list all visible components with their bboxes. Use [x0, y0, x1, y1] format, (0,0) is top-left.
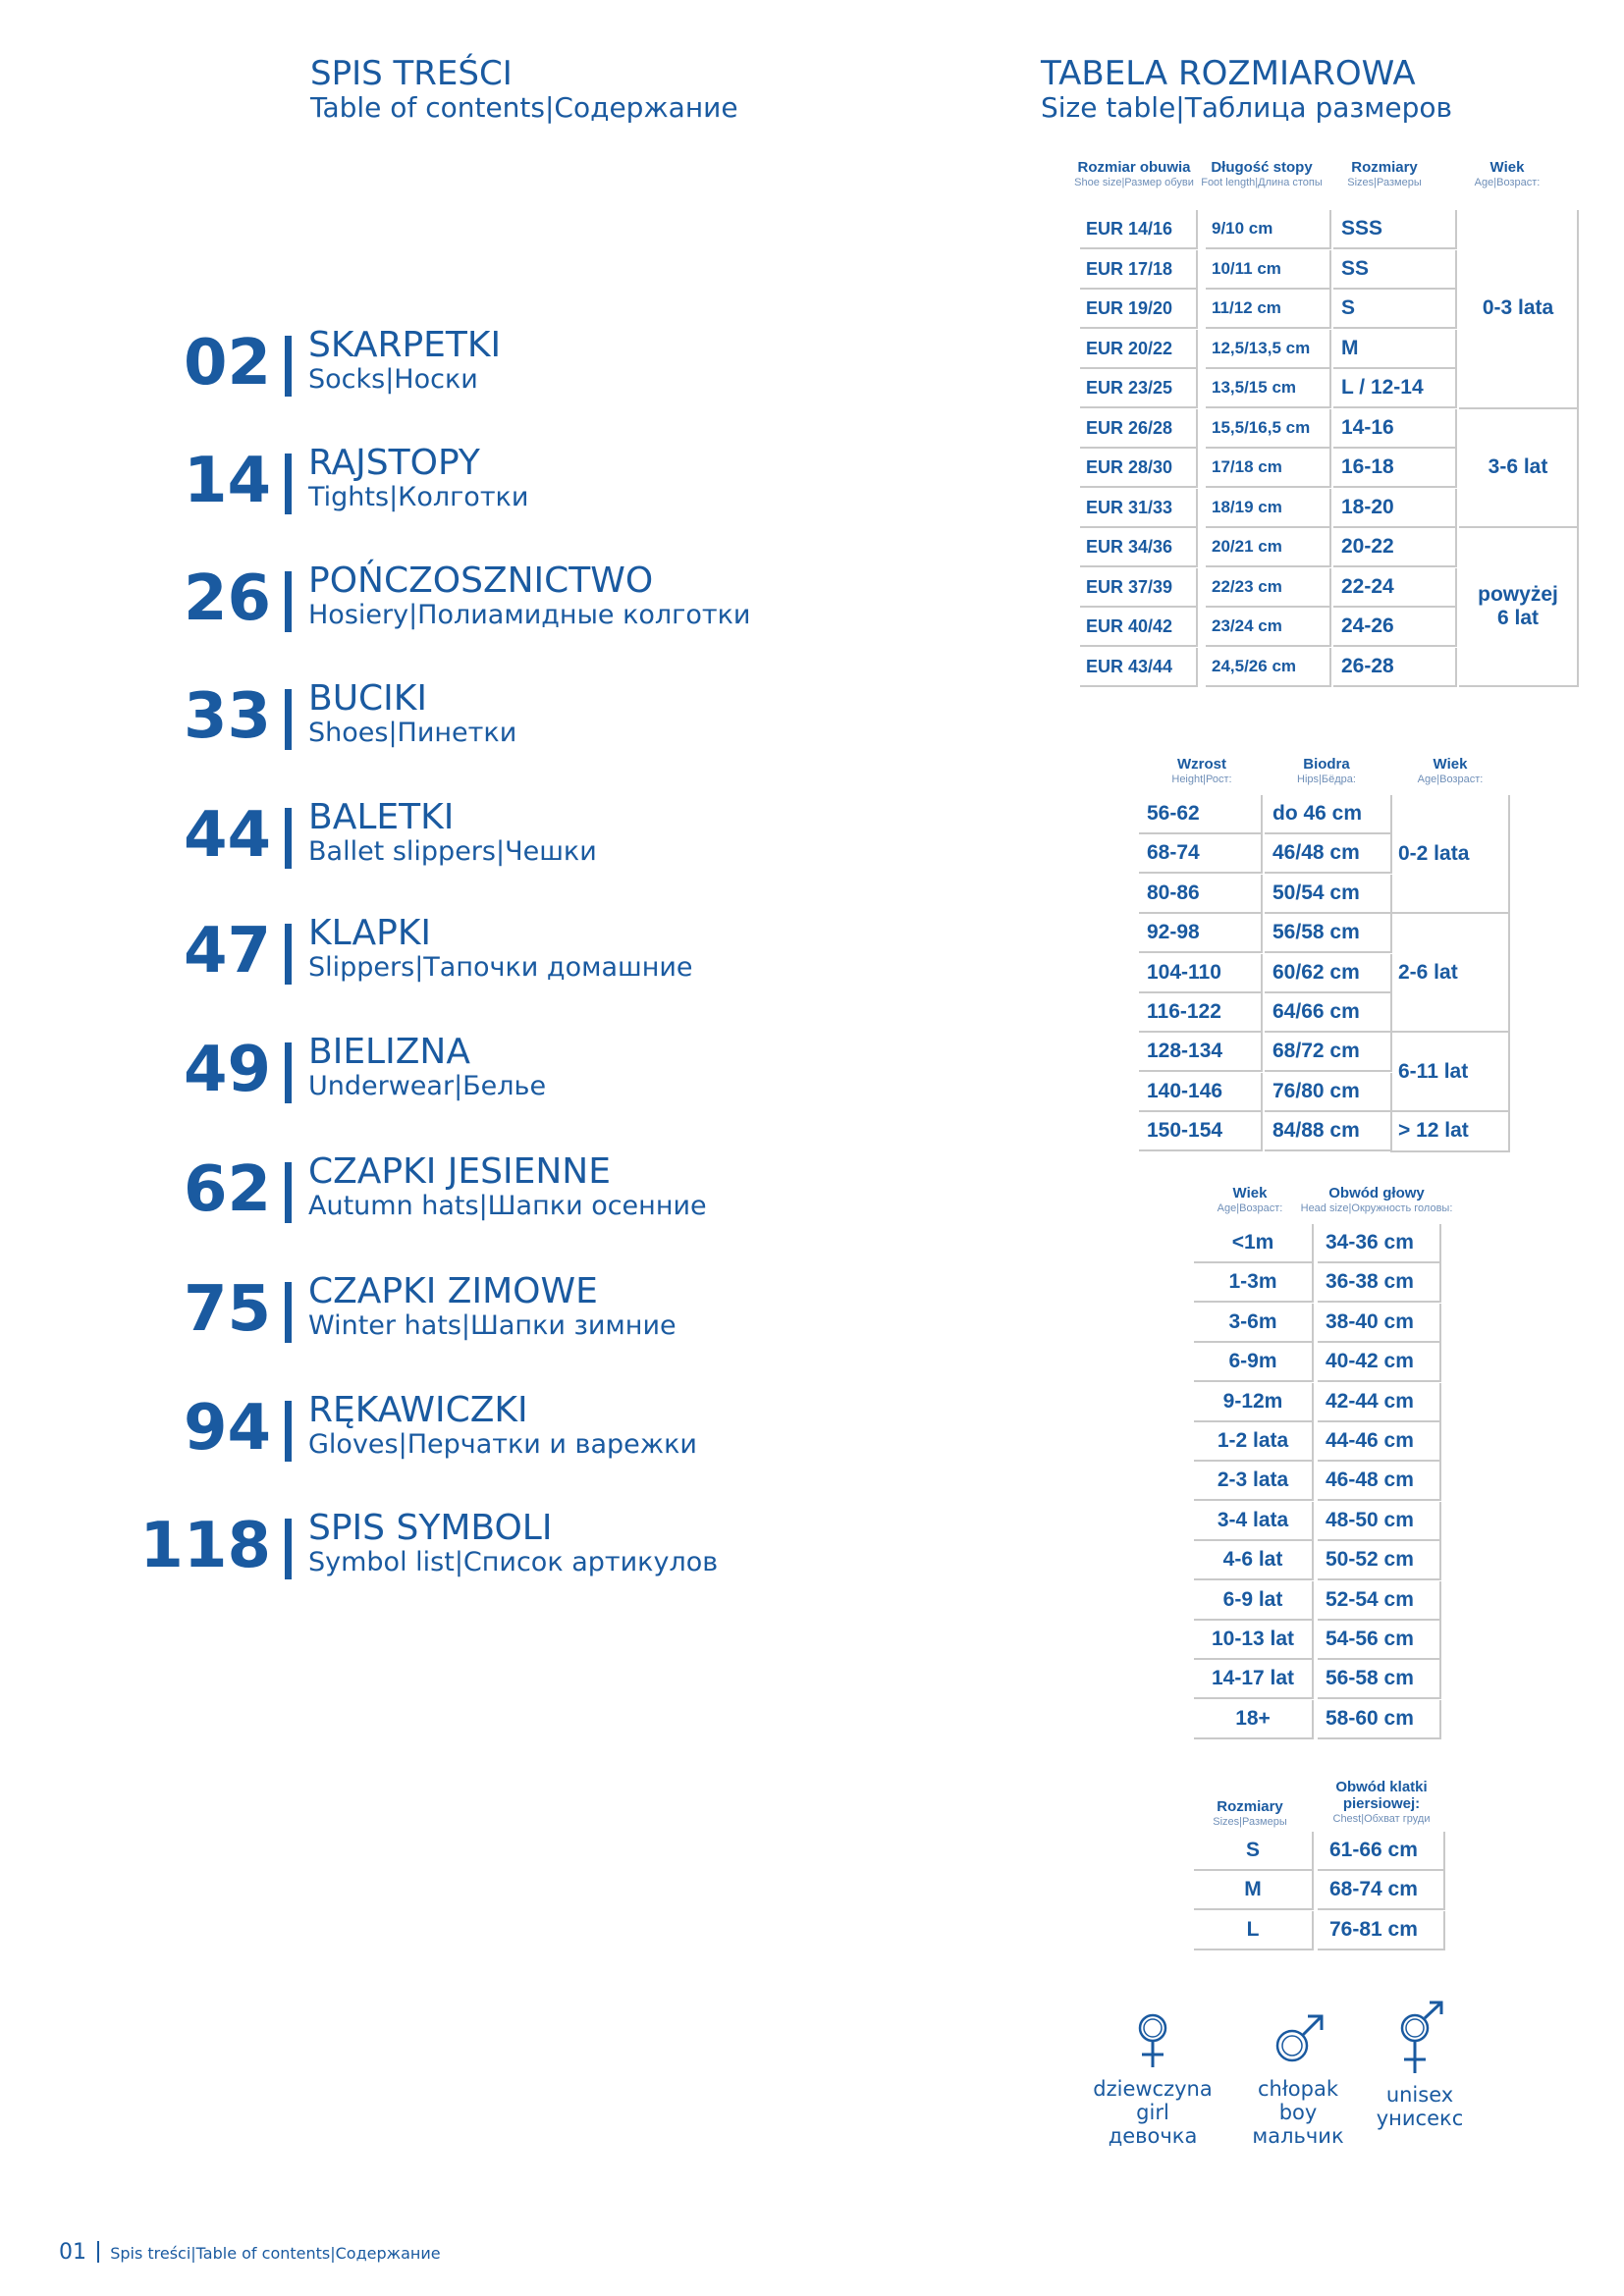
- toc-subtitle: Slippers|Тапочки домашние: [308, 952, 693, 983]
- table-header-label: Obwód głowy: [1328, 1185, 1425, 1201]
- age-group-cell: 2-6 lat: [1390, 914, 1510, 1033]
- toc-item: [0, 324, 785, 402]
- table-header-label: Biodra: [1303, 756, 1350, 773]
- table-cell: do 46 cm: [1265, 795, 1392, 834]
- size-header-subtitle: Size table|Таблица размеров: [1041, 91, 1453, 124]
- toc-title: BIELIZNA: [308, 1032, 470, 1072]
- table-row: [1135, 954, 1400, 993]
- table-cell: 40-42 cm: [1318, 1343, 1441, 1382]
- table-cell: 42-44 cm: [1318, 1383, 1441, 1422]
- table-cell: EUR 20/22: [1080, 330, 1198, 369]
- table-cell: EUR 34/36: [1080, 528, 1198, 567]
- table-cell: 76/80 cm: [1265, 1073, 1392, 1112]
- table-cell: 20-22: [1333, 528, 1457, 567]
- table-cell: 1-2 lata: [1194, 1422, 1314, 1462]
- table-cell: 61-66 cm: [1318, 1832, 1445, 1871]
- toc-subtitle: Autumn hats|Шапки осенние: [308, 1191, 707, 1221]
- table-header-label: Rozmiar obuwia: [1077, 159, 1191, 176]
- table-cell: 12,5/13,5 cm: [1206, 330, 1331, 369]
- toc-item: [0, 1031, 785, 1109]
- unisex-icon: [1346, 1999, 1493, 2077]
- toc-divider: [285, 1519, 292, 1579]
- table-cell: 80-86: [1139, 875, 1263, 914]
- table-row: [1190, 1581, 1445, 1621]
- age-group-cell: 0-2 lata: [1390, 795, 1510, 914]
- toc-divider: [285, 1282, 292, 1343]
- toc-subtitle: Ballet slippers|Чешки: [308, 836, 597, 867]
- chest-size-table: [1190, 1779, 1445, 1955]
- table-cell: EUR 43/44: [1080, 648, 1198, 687]
- table-cell: L / 12-14: [1333, 369, 1457, 408]
- table-cell: 48-50 cm: [1318, 1502, 1441, 1541]
- table-row: [1190, 1832, 1445, 1871]
- page-number: 01: [59, 2240, 86, 2265]
- table-cell: EUR 19/20: [1080, 290, 1198, 329]
- table-row: [1190, 1224, 1445, 1263]
- table-cell: L: [1194, 1911, 1314, 1950]
- toc-item: [0, 677, 785, 756]
- toc-page-number: 49: [183, 1034, 271, 1106]
- table-header: [1263, 756, 1390, 786]
- shoe-size-table: [1070, 159, 1581, 689]
- table-cell: 18+: [1194, 1700, 1314, 1739]
- age-group-label: 6 lat: [1496, 607, 1540, 629]
- table-header: [1190, 1185, 1310, 1215]
- gender-symbol-label: unisex: [1385, 2083, 1454, 2107]
- size-header-title: TABELA ROZMIAROWA: [1041, 54, 1416, 93]
- table-cell: 34-36 cm: [1318, 1224, 1441, 1263]
- table-cell: EUR 37/39: [1080, 568, 1198, 608]
- table-cell: S: [1333, 290, 1457, 329]
- table-cell: EUR 28/30: [1080, 449, 1198, 488]
- table-cell: 16-18: [1333, 449, 1457, 488]
- table-row: [1070, 648, 1463, 687]
- toc-subtitle: Winter hats|Шапки зимние: [308, 1310, 677, 1341]
- table-cell: 17/18 cm: [1206, 449, 1331, 488]
- table-cell: 20/21 cm: [1206, 528, 1331, 567]
- table-header-sublabel: Hips|Бёдра:: [1297, 774, 1356, 785]
- table-cell: 50-52 cm: [1318, 1541, 1441, 1580]
- table-cell: 64/66 cm: [1265, 993, 1392, 1033]
- toc-title: RAJSTOPY: [308, 443, 480, 483]
- table-row: [1135, 1112, 1400, 1151]
- toc-page-number: 44: [183, 799, 271, 872]
- toc-item: [0, 1507, 785, 1585]
- table-row: [1190, 1383, 1445, 1422]
- table-row: [1135, 1073, 1400, 1112]
- toc-title: CZAPKI ZIMOWE: [308, 1271, 598, 1311]
- table-header-label: Wiek: [1433, 756, 1468, 773]
- toc-title: RĘKAWICZKI: [308, 1390, 528, 1430]
- table-cell: 9-12m: [1194, 1383, 1314, 1422]
- toc-subtitle: Underwear|Белье: [308, 1071, 547, 1101]
- table-row: [1070, 210, 1463, 249]
- toc-divider: [285, 454, 292, 514]
- toc-page-number: 33: [183, 680, 271, 753]
- toc-title: BALETKI: [308, 797, 455, 837]
- table-row: [1135, 1033, 1400, 1072]
- table-cell: 54-56 cm: [1318, 1621, 1441, 1660]
- table-header-label: Wzrost: [1177, 756, 1226, 773]
- table-row: [1190, 1700, 1445, 1739]
- table-row: [1135, 993, 1400, 1033]
- table-cell: 116-122: [1139, 993, 1263, 1033]
- table-header-label: Długość stopy: [1211, 159, 1313, 176]
- toc-page-number: 26: [183, 562, 271, 635]
- table-cell: 84/88 cm: [1265, 1112, 1392, 1151]
- toc-divider: [285, 1042, 292, 1103]
- table-cell: 13,5/15 cm: [1206, 369, 1331, 408]
- table-row: [1070, 409, 1463, 449]
- table-cell: EUR 23/25: [1080, 369, 1198, 408]
- toc-page-number: 02: [183, 327, 271, 400]
- table-cell: 14-16: [1333, 409, 1457, 449]
- table-row: [1190, 1871, 1445, 1910]
- toc-title: CZAPKI JESIENNE: [308, 1151, 611, 1192]
- toc-page-number: 47: [183, 915, 271, 988]
- table-cell: 14-17 lat: [1194, 1660, 1314, 1699]
- toc-page-number: 94: [183, 1392, 271, 1465]
- age-group-cell: > 12 lat: [1390, 1112, 1510, 1151]
- gender-symbol: [1346, 1999, 1493, 2130]
- table-cell: 11/12 cm: [1206, 290, 1331, 329]
- table-cell: 46-48 cm: [1318, 1462, 1441, 1501]
- table-cell: 56-62: [1139, 795, 1263, 834]
- table-cell: 92-98: [1139, 914, 1263, 953]
- table-row: [1190, 1502, 1445, 1541]
- toc-subtitle: Symbol list|Список артикулов: [308, 1547, 719, 1577]
- table-cell: 15,5/16,5 cm: [1206, 409, 1331, 449]
- table-header: [1308, 1779, 1455, 1826]
- toc-divider: [285, 1162, 292, 1223]
- table-row: [1190, 1422, 1445, 1462]
- table-cell: 10/11 cm: [1206, 250, 1331, 290]
- table-cell: 6-9 lat: [1194, 1581, 1314, 1621]
- table-header: [1443, 159, 1571, 189]
- table-cell: M: [1194, 1871, 1314, 1910]
- table-cell: 36-38 cm: [1318, 1263, 1441, 1303]
- toc-divider: [285, 689, 292, 750]
- table-cell: 140-146: [1139, 1073, 1263, 1112]
- female-icon: [1079, 2008, 1226, 2071]
- table-cell: 2-3 lata: [1194, 1462, 1314, 1501]
- toc-page-number: 75: [183, 1273, 271, 1346]
- table-header-label: Rozmiary: [1351, 159, 1418, 176]
- gender-symbol-label: dziewczyna: [1093, 2077, 1213, 2101]
- table-cell: 58-60 cm: [1318, 1700, 1441, 1739]
- table-cell: SS: [1333, 250, 1457, 290]
- table-cell: 22/23 cm: [1206, 568, 1331, 608]
- table-row: [1070, 568, 1463, 608]
- toc-item: [0, 442, 785, 520]
- table-row: [1190, 1621, 1445, 1660]
- table-header-sublabel: Age|Возраст:: [1217, 1202, 1283, 1214]
- toc-item: [0, 1270, 785, 1349]
- toc-item: [0, 1389, 785, 1468]
- toc-subtitle: Gloves|Перчатки и варежки: [308, 1429, 697, 1460]
- table-cell: 22-24: [1333, 568, 1457, 608]
- table-cell: 68-74: [1139, 834, 1263, 874]
- table-cell: 68/72 cm: [1265, 1033, 1392, 1072]
- toc-title: BUCIKI: [308, 678, 428, 719]
- table-row: [1070, 250, 1463, 290]
- head-size-table: [1190, 1185, 1453, 1744]
- table-header: [1198, 159, 1326, 189]
- age-group-cell: 6-11 lat: [1390, 1033, 1510, 1112]
- table-cell: 44-46 cm: [1318, 1422, 1441, 1462]
- gender-symbol-label: мальчик: [1252, 2124, 1344, 2148]
- table-row: [1070, 330, 1463, 369]
- table-cell: 9/10 cm: [1206, 210, 1331, 249]
- gender-symbol-label: chłopak: [1257, 2077, 1339, 2101]
- table-header-sublabel: Head size|Окружность головы:: [1300, 1202, 1453, 1214]
- toc-item: [0, 560, 785, 638]
- toc-page-number: 118: [139, 1510, 271, 1582]
- table-header: [1070, 159, 1198, 189]
- age-group-cell: [1459, 528, 1579, 687]
- table-cell: 3-4 lata: [1194, 1502, 1314, 1541]
- table-cell: 18/19 cm: [1206, 489, 1331, 528]
- table-header-sublabel: Chest|Обхват груди: [1332, 1813, 1431, 1825]
- table-row: [1190, 1911, 1445, 1950]
- toc-divider: [285, 808, 292, 869]
- toc-divider: [285, 924, 292, 985]
- table-row: [1190, 1541, 1445, 1580]
- table-row: [1070, 528, 1463, 567]
- toc-title: SKARPETKI: [308, 325, 502, 365]
- toc-divider: [285, 571, 292, 632]
- table-cell: S: [1194, 1832, 1314, 1871]
- toc-subtitle: Shoes|Пинетки: [308, 718, 517, 748]
- toc-title: SPIS SYMBOLI: [308, 1508, 553, 1548]
- footer-divider: [97, 2241, 99, 2263]
- table-row: [1135, 795, 1400, 834]
- table-header: [1135, 756, 1269, 786]
- age-group-label: 0-3 lata: [1482, 296, 1554, 320]
- gender-symbol-label: girl: [1136, 2101, 1169, 2124]
- table-cell: 18-20: [1333, 489, 1457, 528]
- toc-header-title: SPIS TREŚCI: [310, 54, 513, 93]
- toc-page-number: 62: [183, 1153, 271, 1226]
- toc-subtitle: Tights|Колготки: [308, 482, 529, 512]
- toc-page-number: 14: [183, 445, 271, 517]
- table-cell: 38-40 cm: [1318, 1304, 1441, 1343]
- table-cell: 150-154: [1139, 1112, 1263, 1151]
- table-header: [1190, 1798, 1310, 1829]
- footer-text: Spis treści|Table of contents|Содержание: [110, 2244, 441, 2263]
- table-cell: 46/48 cm: [1265, 834, 1392, 874]
- table-cell: 68-74 cm: [1318, 1871, 1445, 1910]
- table-cell: 26-28: [1333, 648, 1457, 687]
- toc-divider: [285, 1401, 292, 1462]
- table-header-label: Wiek: [1489, 159, 1525, 176]
- table-header-sublabel: Height|Рост:: [1171, 774, 1232, 785]
- table-cell: 52-54 cm: [1318, 1581, 1441, 1621]
- table-cell: EUR 17/18: [1080, 250, 1198, 290]
- table-cell: EUR 31/33: [1080, 489, 1198, 528]
- toc-divider: [285, 336, 292, 397]
- page-footer: [59, 2240, 441, 2265]
- table-cell: 3-6m: [1194, 1304, 1314, 1343]
- table-row: [1190, 1263, 1445, 1303]
- table-cell: 4-6 lat: [1194, 1541, 1314, 1580]
- table-cell: EUR 40/42: [1080, 608, 1198, 647]
- table-header: [1300, 1185, 1453, 1215]
- table-header-sublabel: Shoe size|Размер обуви: [1074, 177, 1194, 188]
- table-cell: 76-81 cm: [1318, 1911, 1445, 1950]
- table-row: [1070, 608, 1463, 647]
- table-cell: EUR 26/28: [1080, 409, 1198, 449]
- gender-symbol-label: boy: [1278, 2101, 1318, 2124]
- table-cell: 50/54 cm: [1265, 875, 1392, 914]
- size-header: [1041, 54, 1453, 124]
- table-cell: 10-13 lat: [1194, 1621, 1314, 1660]
- table-header-label: Obwód klatki piersiowej:: [1335, 1779, 1428, 1812]
- table-row: [1190, 1462, 1445, 1501]
- toc-subtitle: Hosiery|Полиамидные колготки: [308, 600, 751, 630]
- table-header: [1386, 756, 1514, 786]
- table-header: [1326, 159, 1443, 189]
- table-row: [1135, 834, 1400, 874]
- table-header-sublabel: Foot length|Длина стопы: [1201, 177, 1323, 188]
- gender-symbol: [1079, 2008, 1226, 2148]
- toc-item: [0, 796, 785, 875]
- table-header-label: Rozmiary: [1217, 1798, 1283, 1815]
- table-cell: 60/62 cm: [1265, 954, 1392, 993]
- age-group-cell: [1459, 210, 1579, 409]
- age-group-label: 3-6 lat: [1488, 455, 1548, 479]
- table-cell: 23/24 cm: [1206, 608, 1331, 647]
- table-cell: <1m: [1194, 1224, 1314, 1263]
- toc-title: KLAPKI: [308, 913, 432, 953]
- table-cell: 1-3m: [1194, 1263, 1314, 1303]
- table-row: [1070, 369, 1463, 408]
- table-cell: 128-134: [1139, 1033, 1263, 1072]
- table-row: [1135, 914, 1400, 953]
- table-row: [1190, 1343, 1445, 1382]
- table-cell: 24-26: [1333, 608, 1457, 647]
- table-header-sublabel: Sizes|Размеры: [1347, 177, 1422, 188]
- table-cell: 6-9m: [1194, 1343, 1314, 1382]
- table-row: [1070, 489, 1463, 528]
- height-size-table: [1135, 756, 1518, 1158]
- table-cell: SSS: [1333, 210, 1457, 249]
- table-row: [1135, 875, 1400, 914]
- table-row: [1070, 449, 1463, 488]
- age-group-label: powyżej: [1478, 583, 1558, 606]
- toc-header: [310, 55, 738, 124]
- toc-title: POŃCZOSZNICTWO: [308, 561, 654, 601]
- table-cell: EUR 14/16: [1080, 210, 1198, 249]
- toc-subtitle: Socks|Носки: [308, 364, 478, 395]
- table-header-sublabel: Sizes|Размеры: [1213, 1816, 1287, 1828]
- toc-header-subtitle: Table of contents|Содержание: [310, 91, 738, 124]
- toc-item: [0, 1150, 785, 1229]
- table-header-sublabel: Age|Возраст:: [1417, 774, 1484, 785]
- table-cell: 104-110: [1139, 954, 1263, 993]
- age-group-cell: [1459, 409, 1579, 529]
- table-row: [1190, 1660, 1445, 1699]
- toc-item: [0, 912, 785, 990]
- table-cell: 56/58 cm: [1265, 914, 1392, 953]
- table-row: [1190, 1304, 1445, 1343]
- gender-symbol-label: унисекс: [1376, 2107, 1464, 2130]
- table-cell: 56-58 cm: [1318, 1660, 1441, 1699]
- table-cell: 24,5/26 cm: [1206, 648, 1331, 687]
- table-cell: M: [1333, 330, 1457, 369]
- gender-symbol-label: девочка: [1108, 2124, 1198, 2148]
- table-row: [1070, 290, 1463, 329]
- table-header-sublabel: Age|Возраст:: [1474, 177, 1541, 188]
- table-header-label: Wiek: [1232, 1185, 1268, 1201]
